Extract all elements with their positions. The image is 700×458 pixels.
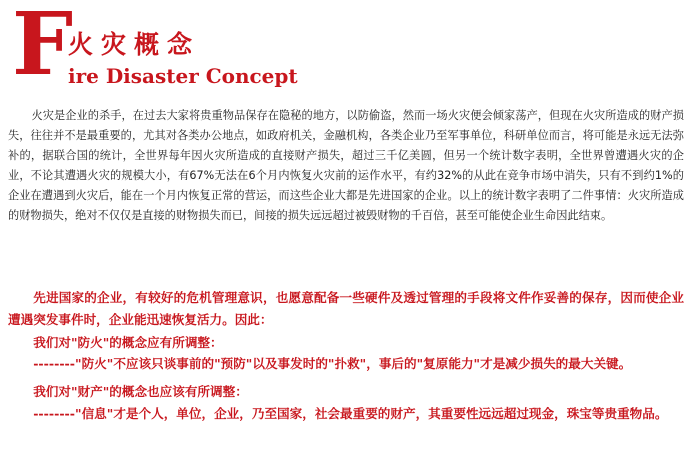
page-title-english: ire Disaster Concept — [68, 64, 298, 88]
highlight-intro: 先进国家的企业，有较好的危机管理意识，也愿意配备一些硬件及透过管理的手段将文件作妥善的保存，因而使企业遭遇突发事件时，企业能迅速恢复活力。因此： — [8, 290, 684, 327]
intro-paragraph: 火灾是企业的杀手，在过去大家将贵重物品保存在隐秘的地方，以防偷盗，然而一场火灾便会倾家荡产，但现在火灾所造成的财产损失，往往并不是最重要的，尤其对各类办公地点，如政府机关，金融机构，各类企业乃至军事单位，科研单位而言，将可能是永远无法弥补的，据联合国的统计，全世界每年因火灾所造成的直接财产损失，超过三千亿美圆，但另一个统计数字表明，全世界曾遭遇火灾的企业，不论其遭遇火灾的规模大小，有67%无法在6个月内恢复火灾前的运作水平，有约32%的从此在竞争市场中消失，只有不到约1%的企业在遭遇到火灾后，能在一个月内恢复正常的营运，而这些企业大都是先进国家的企业。以上的统计数字表明了二件事情：火灾所造成的财物损失，绝对不仅仅是直接的财物损失而已，间接的损失远远超过被毁财物的千百倍，甚至可能使企业生命因此结束。 — [8, 109, 684, 222]
title-block — [0, 0, 700, 100]
asset-concept-point: --------"信息"才是个人，单位，企业，乃至国家，社会最重要的财产，其重要性远远超过现金，珠宝等贵重物品。 — [33, 406, 668, 421]
fire-concept-point: --------"防火"不应该只谈事前的"预防"以及事发时的"扑救"，事后的"复原能力"才是减少损失的最大关键。 — [33, 356, 632, 371]
fire-concept-heading: 我们对"防火"的概念应有所调整： — [33, 335, 223, 350]
title-initial-letter: F — [12, 0, 74, 95]
asset-concept-heading: 我们对"财产"的概念也应该有所调整： — [33, 384, 248, 399]
page-title-chinese: 火灾概念 — [68, 30, 201, 59]
